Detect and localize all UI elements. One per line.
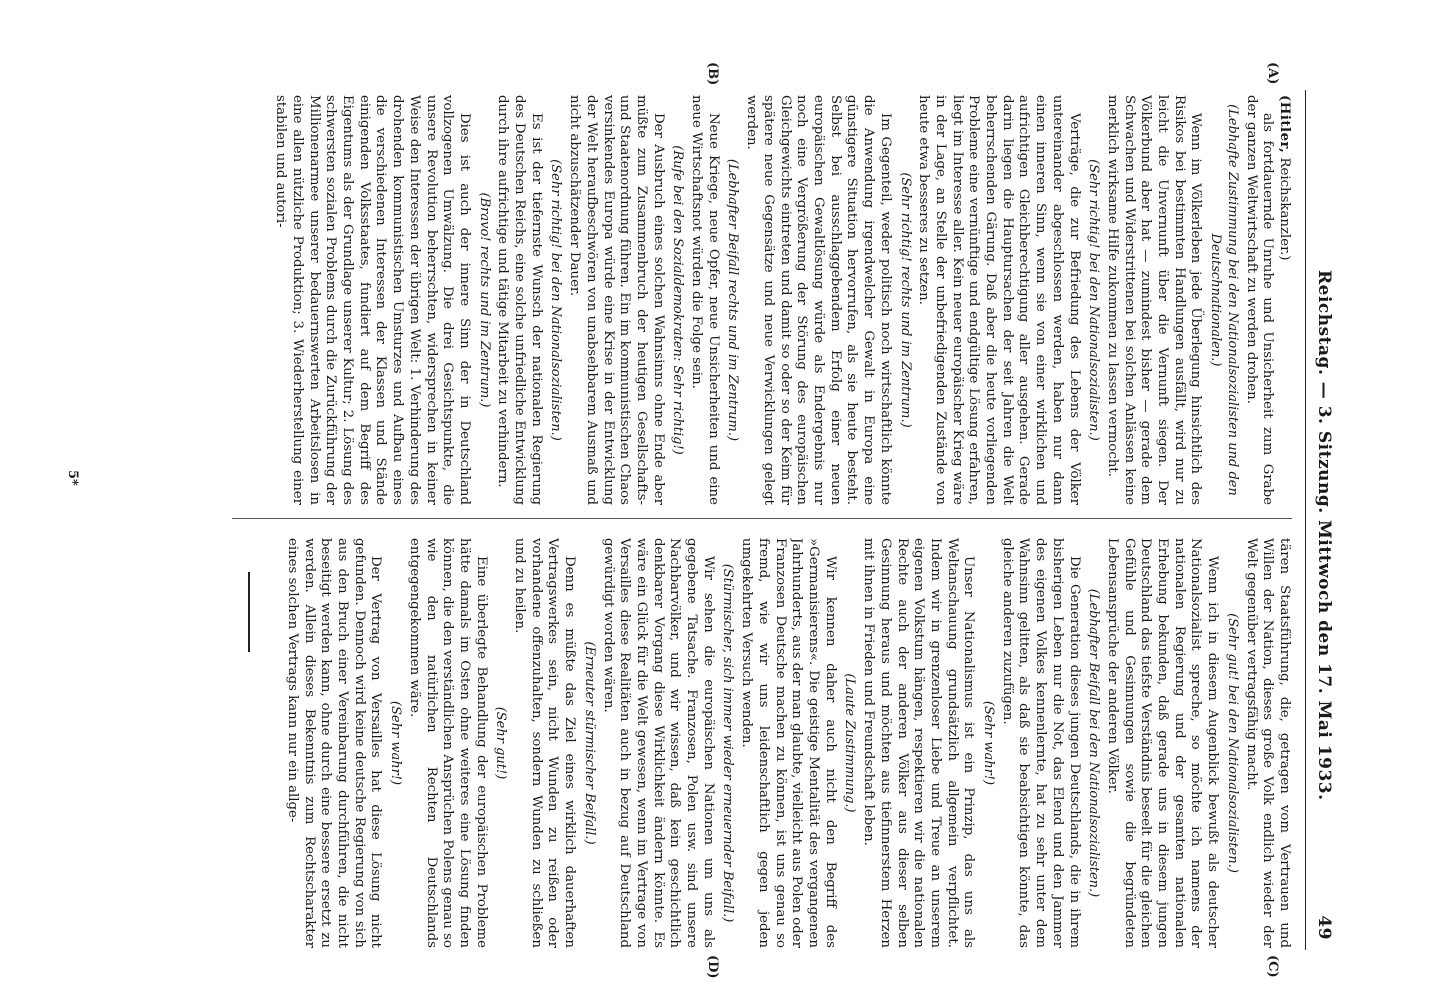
page-header <box>1305 90 1340 950</box>
paragraph: Verträge, die zur Befriedung des Lebens der Völker untereinander abgeschlossen werden, haben nur dann einen inneren Sinn, wenn sie von einer wirklichen und aufrichtigen Gleichberechtigung aller ausgehen. Gerade darin liegen die Hauptursachen der seit Jahren die Welt beherrschenden Gärung. Daß aber die heute vorliegenden Probleme eine vernünftige und endgültige Lösung erfahren, liegt im Interesse aller. Kein neuer europäischer Krieg wäre in der Lage, an Stelle der unbefriedigenden Zustände von heute etwa besseres zu setzen. <box>916 95 1082 505</box>
paragraph: Im Gegenteil, weder politisch noch wirtschaftlich könnte die Anwendung irgendwelcher Gewalt in Europa eine günstigere Situation hervorrufen, als sie heute besteht. Selbst bei ausschlaggebendem Erfolg einer neuen europäischen Gewaltlösung würde als Endergebnis nur noch eine Vergrößerung der Störung des europäischen Gleichgewichts eintreten und damit so oder so der Keim für spätere neue Gegensätze und neue Verwicklungen gelegt werden. <box>744 95 893 505</box>
paragraph: Eine überlegte Behandlung der europäischen Probleme hätte damals im Osten ohne weiteres eine Lösung finden können, die den verständlichen Ansprüchen Polens genau so wie den natürlichen Rechten Deutschlands entgegengekommen wäre. <box>406 538 489 948</box>
paragraph: tären Staatsführung, die, getragen vom Vertrauen und Willen der Nation, dieses große Volk endlich wieder der Welt gegenüber vertragsfähig macht. <box>1243 538 1292 948</box>
interjection: (Lebhafte Zustimmung bei den Nationalsozialisten und den Deutschnationalen.) <box>1208 104 1240 496</box>
right-column <box>212 538 1292 948</box>
paragraph: Der Ausbruch eines solchen Wahnsinns ohne Ende aber müßte zum Zusammenbruch der heutigen Gesellschafts- und Staatenordnung führen. Ein im kommunistischen Chaos versinkendes Europa würde eine Krise in der Entwicklung der Welt heraufbeschwören von unabsehbarem Ausmaß und nicht abzuschätzender Dauer. <box>567 95 666 505</box>
page-number: 49 <box>1314 915 1334 940</box>
interjection: (Sehr richtig! bei den Nationalsozialisten.) <box>548 159 564 441</box>
column-divider <box>232 518 1292 519</box>
paragraph: Wir sehen die europäischen Nationen um uns als gegebene Tatsache. Franzosen, Polen usw. sind unsere Nachbarvölker, und wir wissen, daß kein geschichtlich denkbarer Vorgang diese Wirklichkeit ändern könnte. Es wäre ein Glück für die Welt gewesen, wenn im Vertrage von Versailles diese Realitäten auch in bezug auf Deutschland gewürdigt worden wären. <box>600 538 716 948</box>
paragraph: Der Vertrag von Versailles hat diese Lösung nicht gefunden. Dennoch wird keine deutsche Regierung von sich aus den Bruch einer Vereinbarung durchführen, die nicht beseitigt werden kann, ohne durch eine bessere ersetzt zu werden. Allein dieses Bekenntnis zum Rechtscharakter eines solchen Vertrags kann nur ein allge- <box>284 538 384 948</box>
margin-mark-d: (D) <box>705 955 720 979</box>
paragraph: Die Generation dieses jungen Deutschlands, die in ihrem bisherigen Leben nur die Not, das Elend und den Jammer des eigenen Volkes kennenlernte, hat zu sehr unter dem Wahnsinn gelitten, als daß sie beabsichtigen könnte, das gleiche anderen zuzufügen. <box>999 538 1082 948</box>
interjection: (Laute Zustimmung.) <box>842 673 858 813</box>
interjection: (Sehr richtig! bei den Nationalsozialisten.) <box>1086 159 1102 441</box>
paragraph: Es ist der tiefernste Wunsch der nationalen Regierung des Deutschen Reichs, eine solche unfriedliche Entwicklung durch ihre aufrichtige und tätige Mitarbeit zu verhindern. <box>495 95 544 505</box>
margin-mark-a: (A) <box>1265 62 1280 85</box>
interjection: (Rufe bei den Sozialdemokraten: Sehr richtig!) <box>670 145 686 455</box>
interjection: (Sehr richtig! rechts und im Zentrum.) <box>897 172 913 428</box>
interjection: (Lebhafter Beifall bei den Nationalsozialisten.) <box>1086 588 1102 898</box>
interjection: (Sehr wahr!) <box>388 700 404 786</box>
interjection: (Sehr wahr!) <box>981 700 997 786</box>
paragraph: als fortdauernde Unruhe und Unsicherheit zum Grabe der ganzen Weltwirtschaft zu werden drohen. <box>1243 95 1276 505</box>
signature-mark: 5* <box>65 470 80 486</box>
margin-mark-b: (B) <box>705 62 720 86</box>
paragraph: Wenn im Völkerleben jede Überlegung hinsichtlich des Risikos bei bestimmten Handlungen ausfällt, wird nur zu leicht die Unvernunft über die Vernunft siegen. Der Völkerbund aber hat — zumindest bisher — gerade dem Schwachen und Widerstrittenen bei solchen Anlässen keine merklich wirksame Hilfe zukommen zu lassen vermocht. <box>1104 95 1204 505</box>
paragraph: Wir kennen daher auch nicht den Begriff des »Germanisierens«. Die geistige Mentalität des vergangenen Jahrhunderts, aus der man glaubte, vielleicht aus Polen oder Franzosen Deutsche machen zu können, ist uns genau so fremd, wie wir uns leidenschaftlich gegen jeden umgekehrten Versuch wenden. <box>739 538 838 948</box>
right-text-blocks <box>283 538 1292 948</box>
paragraph: Denn es müßte das Ziel eines wirklich dauerhaften Vertragswerkes sein, nicht Wunden zu reißen oder vorhandene offenzuhalten, sondern Wunden zu schließen und zu heilen. <box>512 538 578 948</box>
left-text-blocks <box>272 95 1276 505</box>
column-end-rule <box>248 572 250 652</box>
interjection: (Sehr gut! bei den Nationalsozialisten.) <box>1224 613 1240 873</box>
speaker-line <box>1275 95 1292 505</box>
header-title: Reichstag. — 3. Sitzung. Mittwoch den 17. Mai 1933. <box>1314 270 1334 801</box>
paragraph: Neue Kriege, neue Opfer, neue Unsicherheiten und eine neue Wirtschaftsnot würden die Folge sein. <box>689 95 721 505</box>
margin-mark-c: (C) <box>1265 955 1280 978</box>
left-column <box>212 95 1292 505</box>
interjection: (Lebhafter Beifall rechts und im Zentrum.) <box>725 158 741 442</box>
speaker-name: (Hitler, <box>1277 95 1292 154</box>
interjection: (Erneuter stürmischer Beifall.) <box>581 641 597 845</box>
interjection: (Bravo! rechts und im Zentrum.) <box>476 192 492 408</box>
speaker-role: Reichskanzler.) <box>1277 157 1292 261</box>
paragraph: Unser Nationalismus ist ein Prinzip, das uns als Weltanschauung grundsätzlich allgemein verpflichtet. Indem wir in grenzenloser Liebe und Treue an unserem eigenen Volkstum hängen, respektieren wir die nationalen Rechte auch der anderen Völker aus dieser selben Gesinnung heraus und möchten aus tiefinnerstem Herzen mit ihnen in Frieden und Freundschaft leben. <box>861 538 977 948</box>
paragraph: Dies ist auch der innere Sinn der in Deutschland vollzogenen Umwälzung. Die drei Gesichtspunkte, die unsere Revolution beherrschten, widersprechen in keiner Weise den Interessen der übrigen Welt: 1. Verhinderung des drohenden kommunistischen Umsturzes und Aufbau eines die verschiedenen Interessen der Klassen und Stände einigenden Volksstaates, fundiert auf dem Begriff des Eigentums als der Grundlage unserer Kultur; 2. Lösung des schwersten sozialen Problems durch die Zurückführung der Millionenarmee unserer bedauernswerten Arbeitslosen in eine allen nützliche Produktion; 3. Wiederherstellung einer stabilen und autori- <box>273 95 472 505</box>
paragraph: Wenn ich in diesem Augenblick bewußt als deutscher Nationalsozialist spreche, so möchte ich namens der nationalen Regierung und der gesamten nationalen Erhebung bekunden, daß gerade uns in diesem jungen Deutschland das tiefste Verständnis beseelt für die gleichen Gefühle und Gesinnungen sowie die begründeten Lebensansprüche der anderen Völker. <box>1104 538 1221 948</box>
interjection: (Stürmischer, sich immer wieder erneuernder Beifall.) <box>720 563 736 923</box>
interjection: (Sehr gut!) <box>493 706 509 780</box>
